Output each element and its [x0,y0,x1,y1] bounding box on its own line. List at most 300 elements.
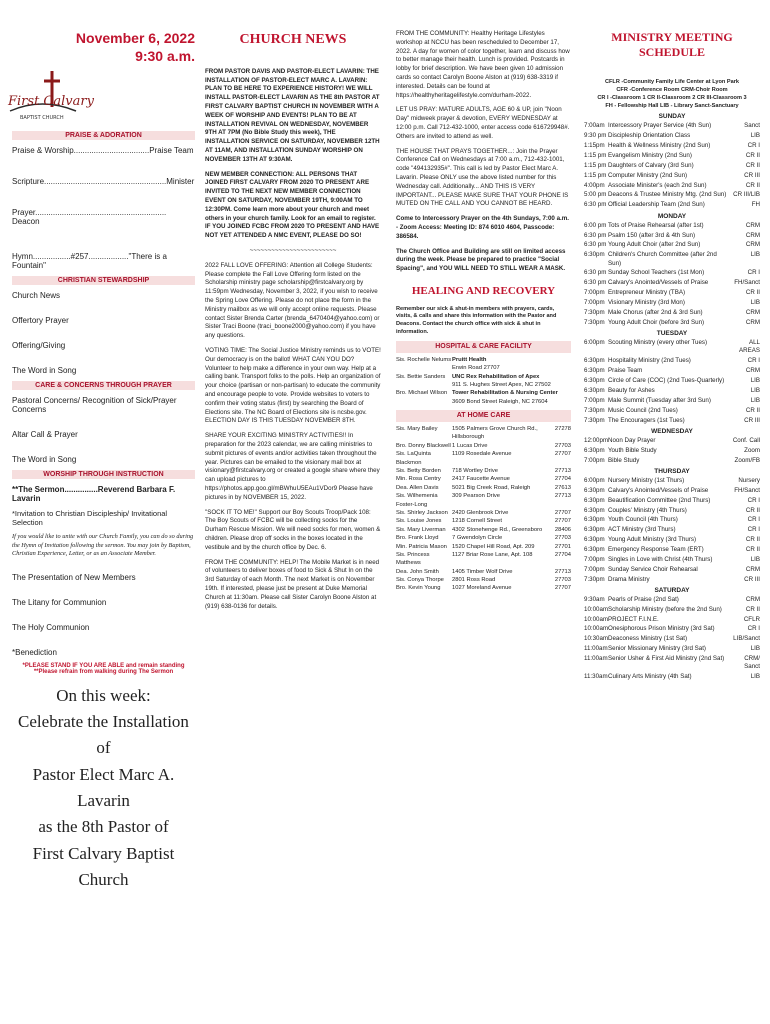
home-care-zip: 27278 [554,426,571,433]
facility-list [396,356,571,406]
schedule-ministry: Bible Study [608,456,640,464]
schedule-row [584,526,760,534]
schedule-room: LIB [750,673,760,681]
facility-spacer [396,398,452,406]
schedule-ministry: Onesiphorous Prison Ministry (3rd Sat) [608,625,715,633]
schedule-ministry: Youth Council (4th Thurs) [608,516,678,524]
schedule-ministry: Music Council (2nd Tues) [608,406,678,414]
home-care-zip: 27707 [554,509,571,516]
schedule-row [584,477,760,485]
schedule-day: TUESDAY [656,330,688,338]
home-care-zip: 27713 [554,568,571,575]
home-care-address: 2801 Ross Road [452,577,496,584]
house-that-prays: THE HOUSE THAT PRAYS TOGETHER...: Join the Prayer Conference Call on Wednesdays at 7:00 a.m., 712-432-1001, code "494132935#". This call is led by Pastor Elect Marc A. Lavarin. Please ONLY use the above listed number for this Wednesday call. Additionally... AND THIS IS VERY IMPORTANT... PLEASE MAKE SURE THAT YOUR PHONE IS MUTED ON THE CALL AND YOU CANNOT BE HEARD. [396,147,569,208]
home-care-address: 309 Pearson Drive [452,493,501,500]
schedule-time: 6:30pm [584,516,605,524]
home-care-row [396,584,571,592]
schedule-row [584,616,760,624]
schedule-ministry: Pearls of Praise (2nd Sat) [608,595,679,603]
schedule-row [584,162,760,170]
facility-member: Sis. Rochelle Nelums [396,356,452,363]
schedule-time: 9:30 pm [584,132,607,140]
schedule-time: 6:30pm [584,357,605,365]
word-in-song-2: The Word in Song [12,455,77,464]
schedule-row [584,289,760,297]
schedule-room: CRM [745,221,760,229]
schedule-ministry: ACT Ministry (3rd Thurs) [608,526,676,534]
schedule-room: CRM/ Sanct [744,655,760,671]
schedule-row [584,339,760,356]
news-voting: VOTING TIME: The Social Justice Ministry reminds us to VOTE! Our democracy is on the ballot! WHAT CAN YOU DO? Volunteer to help make a difference in your own way. Help at a calling bank. Transport folks to the polls. Help an organization of your choice (partisan or non-partisan) to educate the community and encourage people to vote. Provide websites to voters to confirm their voting status (first) by searching the Board of Elections site. The NC Board of Elections site is ncsbe.gov. ELECTION DAY IS THIS TUESDAY NOVEMBER 8TH. [205,346,381,425]
legend-line-3: CR I -Classroom 1 CR II-Classroom 2 CR III-Classroom 3 [597,95,747,102]
schedule-time: 6:30pm [584,486,605,494]
home-care-row [396,425,571,442]
home-care-row [396,517,571,525]
schedule-ministry: Daughters of Calvary (3rd Sun) [608,161,694,169]
schedule-room: CR III [744,575,760,583]
word-in-song-1: The Word in Song [12,366,77,375]
schedule-row [584,299,760,307]
altar-call: Altar Call & Prayer [12,430,78,439]
schedule-time: 6:30 pm [584,269,607,277]
schedule-room: CRM [745,308,760,316]
schedule-room: Nursery [738,476,760,484]
schedule-time: 6:30pm [584,377,605,385]
schedule-room: LIB [750,377,760,385]
facility-spacer [396,364,452,372]
home-care-list [396,425,571,593]
schedule-ministry: Discipleship Orientation Class [608,132,691,140]
schedule-row [584,437,760,445]
schedule-room: FH [751,201,760,209]
schedule-row [584,357,760,365]
home-care-row [396,484,571,492]
home-care-member: Sis. LaQuinta Blackmon [396,451,431,466]
offering-giving: Offering/Giving [12,341,66,350]
schedule-ministry: Beauty for Ashes [608,386,655,394]
schedule-ministry: Calvary's Anointed/Vessels of Praise [608,486,709,494]
schedule-time: 6:30pm [584,367,605,375]
schedule-room: LIB [750,386,760,394]
schedule-row [584,673,760,681]
schedule-ministry: Nursery Ministry (1st Thurs) [608,476,685,484]
schedule-title: MINISTRY MEETING SCHEDULE [611,30,733,59]
schedule-row [584,655,760,672]
schedule-ministry: Scholarship Ministry (before the 2nd Sun) [608,605,722,613]
schedule-room: LIB [750,251,760,259]
schedule-room: CR II [745,545,760,553]
schedule-time: 7:00am [584,122,605,130]
schedule-body [584,113,760,681]
schedule-time: 11:30am [584,673,608,681]
schedule-ministry: Circle of Care (COC) (2nd Tues-Quarterly) [608,377,725,385]
schedule-time: 7:00pm [584,396,605,404]
home-care-zip: 27613 [554,484,571,491]
home-care-member: Min. Rosa Centry [396,476,441,483]
home-care-member: Sis. Shirley Jackson [396,509,448,516]
schedule-room: LIB/Sanct [733,635,760,643]
schedule-row [584,152,760,160]
home-care-address: 7 Gwendolyn Circle [452,535,503,542]
schedule-time: 7:00pm [584,555,605,563]
schedule-room: CRM [745,595,760,603]
home-care-zip: 27701 [554,543,571,550]
schedule-ministry: Culinary Arts Ministry (4th Sat) [608,673,692,681]
church-office-access: The Church Office and Building are still on limited access during the week. Please be prepared to practice "Social Spacing", and YOU WILL NEED TO STILL WEAR A MASK. [396,247,566,273]
schedule-ministry: Scouting Ministry (every other Tues) [608,339,708,347]
home-care-zip: 27707 [554,451,571,458]
schedule-row [584,576,760,584]
schedule-room: Zoom/FB [734,456,760,464]
home-care-address: 5021 Big Creek Road, Raleigh [452,484,531,491]
schedule-room: CR II [745,152,760,160]
schedule-row [584,279,760,287]
schedule-time: 10:30am [584,635,609,643]
schedule-room: CR II [745,605,760,613]
schedule-room: Zoom [744,446,760,454]
schedule-room: LIB [750,299,760,307]
facility-address-row [396,398,571,406]
schedule-row [584,201,760,209]
schedule-row [584,251,760,268]
home-care-member: Bro. Frank Lloyd [396,535,439,542]
facility-address-row [396,364,571,372]
schedule-row [584,182,760,190]
facility-address: 3609 Bond Street Raleigh, NC 27604 [452,398,548,405]
schedule-time: 6:30 pm [584,241,607,249]
home-care-member: Dea. John Smith [396,568,439,575]
church-news [205,30,381,617]
prayer: Prayer........................................................... Deacon [12,208,167,226]
walk-note: **Please refrain from walking during The Sermon [33,668,174,675]
schedule-room: FH/Sanct [734,486,760,494]
home-care-row [396,551,571,568]
sermon: **The Sermon...............Reverend Barbara F. Lavarin [12,485,176,503]
home-care-zip: 27703 [554,577,571,584]
order-of-worship [8,30,195,893]
schedule-row [584,536,760,544]
schedule-ministry: Youth Bible Study [608,446,657,454]
schedule-time: 6:00pm [584,339,605,347]
home-care-zip: 27713 [554,493,571,500]
section-stewardship: CHRISTIAN STEWARDSHIP [12,276,195,285]
schedule-ministry: Entrepreneur Ministry (TBA) [608,289,686,297]
schedule-ministry: The Encouragers (1st Tues) [608,416,685,424]
home-care-zip: 27704 [554,551,571,558]
schedule-time: 6:30pm [584,545,605,553]
home-care-address: 1520 Chapel Hill Road, Apt. 209 [452,543,535,550]
schedule-ministry: Emergency Response Team (ERT) [608,545,704,553]
legend-line-4: FH - Fellowship Hall LIB - Library Sanct-Sanctuary [605,103,739,110]
schedule-time: 6:30pm [584,251,605,259]
schedule-room: CR I [747,496,760,504]
schedule-room: CR I [747,625,760,633]
schedule-ministry: Associate Minister's (each 2nd Sun) [608,181,707,189]
schedule-row [584,507,760,515]
schedule-row [584,497,760,505]
home-care-address: 1 Lucas Drive [452,442,488,449]
schedule-time: 6:30 pm [584,201,607,209]
home-care-member: Min. Patricia Mason [396,543,447,550]
schedule-time: 6:30pm [584,496,605,504]
legend-line-2: CFR -Conference Room CRM-Choir Room [616,87,728,94]
this-week-block [12,683,195,894]
schedule-room: CR I [747,269,760,277]
home-care-row [396,534,571,542]
schedule-room: CR II [745,181,760,189]
schedule-ministry: Young Adult Choir (after 2nd Sun) [608,241,701,249]
schedule-ministry: Visionary Ministry (3rd Mon) [608,299,685,307]
facility-spacer [396,381,452,389]
schedule-room: ALL AREAS [739,339,760,355]
home-care-row [396,442,571,450]
schedule-time: 7:30pm [584,575,605,583]
schedule-ministry: Male Chorus (after 2nd & 3rd Sun) [608,308,703,316]
this-week-line-1: On this week: [56,685,151,705]
schedule-ministry: Noon Day Prayer [608,436,656,444]
home-care-address: 2420 Glenbrook Drive [452,509,509,516]
schedule-ministry: Male Summit (Tuesday after 3rd Sun) [608,396,711,404]
this-week-line-5: First Calvary Baptist Church [32,843,175,889]
schedule-row [584,457,760,465]
schedule-ministry: Senior Usher & First Aid Ministry (2nd Sat) [608,655,725,663]
home-care-member: Sis. Princess Matthews [396,551,430,567]
schedule-day: THURSDAY [654,467,690,475]
schedule-ministry: Beautification Committee (2nd Thurs) [608,496,711,504]
schedule-row [584,635,760,643]
home-care-address: 1405 Timber Wolf Drive [452,568,513,575]
schedule-time: 10:00am [584,615,609,623]
home-care-member: Dea. Allen Davis [396,484,439,491]
schedule-ministry: Praise Team [608,367,643,375]
let-us-pray: LET US PRAY: MATURE ADULTS, AGE 60 & UP, join "Noon Day" midweek prayer & devotion, EVERY WEDNESDAY at 12:00 p.m. Call 712-432-1000, enter access code 616729948#. Others are invited to attend as well. [396,106,570,140]
home-care-address: 1109 Rosedale Avenue [452,451,512,458]
news-ministry-activities: SHARE YOUR EXCITING MINISTRY ACTIVITIES!! In preparation for the 2023 calendar, we are calling ministries to submit pictures of events and/or activities taken throughout the year. Pictures can be emailed to the visionary mail box at visionary@firstcalvary.org or created a google share where they can upload pictures to https://photos.app.goo.gl/mBWhuU5EAu1VDor9 Please have pictures in by NOVEMBER 15, 2022. [205,432,380,501]
schedule-room: CR I [747,142,760,150]
scripture: Scripture.......................................................Minister [12,177,195,186]
logo-mark-icon [6,67,94,125]
schedule-room: FH/Sanct [734,279,760,287]
community-workshop: FROM THE COMMUNITY: Healthy Heritage Lifestyles workshop at NCCU has been rescheduled to December 17, 2022. A day for women of color together, learn and discuss how to better manage their health. Lunch is provided. Postcards in lobby for brief description. We have been given 10 admission cards so contact Carolyn Boone Alston at (919) 638-3319 if interested. Details can be found at https://healthyheritagelifestyle.com/durham-2022. [396,30,570,99]
this-week-line-4: as the 8th Pastor of [38,817,169,837]
schedule-room: Conf. Call [732,436,760,444]
home-care-member: Sis. Mary Bailey [396,426,438,433]
schedule-ministry: Tots of Praise Rehearsal (after 1st) [608,221,704,229]
home-care-zip: 27713 [554,468,571,475]
schedule-ministry: Young Adult Choir (before 3rd Sun) [608,318,705,326]
schedule-ministry: Deacons & Trustee Ministry Mtg. (2nd Sun) [608,191,727,199]
schedule-room: LIB [750,555,760,563]
schedule-row [584,407,760,415]
schedule-ministry: Deaconess Ministry (1st Sat) [608,635,688,643]
schedule-time: 5:00 pm [584,191,607,199]
news-mobile-market: FROM THE COMMUNITY: HELP! The Mobile Market is in need of volunteers to deliver boxes of food to Sick & Shut In on the 3rd Saturday of each Month. The next Market is on November 19th. If interested, please just be present at Duke Memorial Church at 11:30am. Please call Sister Carolyn Boone Alston at (919) 638-0136 for details. [205,558,380,610]
invitation-note: If you would like to unite with our Church Family, you can do so during the Hymn of Invitation following the sermon. You may join by Baptism, Christian Experience, Letter, or as an Associate Member. [12,533,194,557]
schedule-row [584,606,760,614]
schedule-time: 7:30pm [584,406,605,414]
section-praise: PRAISE & ADORATION [12,131,195,140]
facility-address-row [396,381,571,389]
home-care-zip: 27707 [554,585,571,592]
schedule-time: 6:30pm [584,386,605,394]
this-week-line-2: Celebrate the Installation of [18,711,189,758]
facility-row [396,356,571,364]
church-news-title: CHURCH NEWS [239,32,347,47]
facility-address: Erwin Road 27707 [452,365,500,372]
invitation: *Invitation to Christian Discipleship/ Invitational Selection [12,509,168,527]
schedule-time: 6:30pm [584,526,605,534]
home-care-address: 1127 Briar Rose Lane, Apt. 108 [452,551,533,558]
home-care-row [396,475,571,483]
schedule-room: CR I [747,526,760,534]
schedule-time: 1:15 pm [584,152,607,160]
schedule-row [584,625,760,633]
home-care-address: 1218 Cornell Street [452,518,502,525]
schedule-room: CR II [745,161,760,169]
home-care-band: AT HOME CARE [396,410,571,422]
schedule-time: 6:30 pm [584,279,607,287]
schedule-room: Sanct [744,122,760,130]
facility-row [396,373,571,381]
praise-worship: Praise & Worship..................................Praise Team [12,146,194,155]
schedule-row [584,566,760,574]
schedule-row [584,447,760,455]
hospital-band: HOSPITAL & CARE FACILITY [396,341,571,353]
schedule-room: CRM [745,565,760,573]
section-care: CARE & CONCERNS THROUGH PRAYER [12,381,195,390]
schedule-room: CR III [744,171,760,179]
home-care-row [396,526,571,534]
schedule-time: 7:00pm [584,289,605,297]
schedule-ministry: Calvary's Anointed/Vessels of Praise [608,279,709,287]
schedule-ministry: Young Adult Ministry (3rd Thurs) [608,536,697,544]
schedule-room: CRM [745,231,760,239]
schedule-row [584,232,760,240]
home-care-row [396,509,571,517]
schedule-time: 6:30pm [584,536,605,544]
schedule-ministry: Sunday School Teachers (1st Mon) [608,269,705,277]
schedule-time: 6:00 pm [584,221,607,229]
schedule-row [584,222,760,230]
litany: The Litany for Communion [12,597,107,607]
schedule-room: LIB [750,645,760,653]
home-care-address: 718 Wortley Drive [452,468,498,475]
schedule-time: 6:00pm [584,476,605,484]
home-care-address: 4302 Stonehenge Rd., Greensboro [452,526,543,533]
schedule-ministry: Computer Ministry (2nd Sun) [608,171,688,179]
home-care-member: Sis. Conya Thorpe [396,577,444,584]
facility-member: Bro. Michael Wilson [396,390,448,397]
news-love-offering: 2022 FALL LOVE OFFERING: Attention all College Students: Please complete the Fall Love Offering form listed on the Scholarship ministry page scholarship@firstcalvary.org by 11:59pm Wednesday, November 3, 2022, if you wish to receive the Spring Love Offering. Please do not place the form in the Ministry mailbox as we will only accept online requests. Please contact Sister Brenda Carter (brenda_6470404@yahoo.com) or Sister Traci Boone (traci_boone2000@yahoo.com) if you have any questions. [205,261,380,340]
svg-text:BAPTIST CHURCH: BAPTIST CHURCH [20,115,64,121]
schedule-room: CRM [745,318,760,326]
schedule-ministry: Evangelism Ministry (2nd Sun) [608,152,692,160]
schedule-ministry: Children's Church Committee (after 2nd Sun) [608,251,717,267]
home-care-member: Sis. Wilhemenia Foster-Long [396,493,438,508]
schedule-room: CR I [747,516,760,524]
schedule-row [584,645,760,653]
home-care-zip: 27707 [554,518,571,525]
schedule-ministry: Official Leadership Team (2nd Sun) [608,201,705,209]
schedule-time: 12:00pm [584,436,609,444]
schedule-ministry: Intercessory Prayer Service (4th Sun) [608,122,712,130]
schedule-row [584,309,760,317]
home-care-member: Sis. Louise Jones [396,518,442,525]
schedule-time: 6:30pm [584,446,605,454]
schedule-row [584,487,760,495]
intercessory-prayer: Come to Intercessory Prayer on the 4th Sundays, 7:00 a.m. - Zoom Access: Meeting ID: 874 6010 4604, Passcode: 386584. [396,215,569,240]
facility-member: Sis. Bettie Sanders [396,373,446,380]
schedule-room: CR II [745,289,760,297]
schedule-room: CFLR [743,615,760,623]
schedule-room: CR II [745,506,760,514]
home-care-row [396,543,571,551]
news-sock-drive: "SOCK IT TO ME!" Support our Boy Scouts Troop/Pack 108: The Boy Scouts of FCBC will be collecting socks for the Durham Rescue Mission. We will need socks for men, women & children. Please drop off socks in the boxes located in the vestibule and by the church office by Dec. 6. [205,508,381,551]
ministry-schedule [584,30,760,683]
schedule-time: 7:00pm [584,565,605,573]
home-care-row [396,467,571,475]
schedule-time: 7:30pm [584,308,605,316]
schedule-time: 6:30 pm [584,231,607,239]
svg-text:First Calvary: First Calvary [8,94,94,109]
schedule-row [584,387,760,395]
schedule-ministry: Health & Wellness Ministry (2nd Sun) [608,142,711,150]
home-care-address: 1027 Moreland Avenue [452,585,512,592]
schedule-time: 1:15 pm [584,161,607,169]
schedule-row [584,122,760,130]
home-care-row [396,576,571,584]
schedule-row [584,241,760,249]
healing-note: Remember our sick & shut-in members with prayers, cards, visits, & calls and share this information with the Pastor and Deacons. Contact the church office with sick & shut in information. [396,305,557,336]
home-care-zip: 27703 [554,442,571,449]
healing-title: HEALING AND RECOVERY [411,284,556,297]
schedule-room: CRM [745,367,760,375]
schedule-room: CRM [745,241,760,249]
schedule-row [584,319,760,327]
schedule-time: 7:00pm [584,299,605,307]
schedule-ministry: Drama Ministry [608,575,650,583]
service-date: November 6, 2022 [75,30,195,46]
schedule-day: MONDAY [657,212,687,220]
news-divider: ~~~~~~~~~~~~~~~~~~~~~~~~ [249,247,337,255]
schedule-time: 1:15 pm [584,171,607,179]
home-care-zip: 28406 [554,526,571,533]
schedule-time: 7:30pm [584,318,605,326]
home-care-member: Bro. Kevin Young [396,585,441,592]
schedule-time: 11:00am [584,655,608,663]
home-care-row [396,568,571,576]
news-installation: FROM PASTOR DAVIS AND PASTOR-ELECT LAVARIN: THE INSTALLATION OF PASTOR-ELECT MARC A. LAVARIN: PLAN TO BE HERE TO EXPERIENCE HISTORY! WE WILL INSTALL PASTOR-ELECT LAVARIN AS THE 8th PASTOR AT FIRST CALVARY BAPTIST CHURCH IN NOVEMBER WITH A WEEK OF WORSHIP AND EVENTS! PLAN TO BE AT INSTALLATION REVIVAL ON WEDNESDAY, NOVEMBER 9TH AT 7PM (No Bible Study this week), THE INSTALLATION SERVICE ON SATURDAY, NOVEMBER 12TH AT 11AM, AND INSTALLATION SUNDAY WORSHIP ON NOVEMBER 13TH AT 9:30AM. [205,67,380,163]
schedule-row [584,556,760,564]
home-care-zip: 27704 [554,476,571,483]
facility-place: Pruitt Health [452,356,487,363]
holy-communion: The Holy Communion [12,622,90,632]
home-care-row [396,450,571,467]
schedule-room: CR III/LIB [733,191,760,199]
schedule-ministry: Senior Missionary Ministry (3rd Sat) [608,645,706,653]
stand-note: *PLEASE STAND IF YOU ARE ABLE and remain standing [22,662,185,669]
schedule-row [584,546,760,554]
schedule-time: 10:00am [584,605,609,613]
schedule-time: 7:00pm [584,456,605,464]
section-worship: WORSHIP THROUGH INSTRUCTION [12,470,195,479]
facility-place: UNC Rex Rehabilitation of Apex [452,373,540,380]
schedule-ministry: PROJECT F.I.N.E. [608,615,659,623]
hymn: Hymn.................#257.................."There is a Fountain" [12,252,167,270]
home-care-member: Bro. Donny Blackwell [396,442,451,449]
news-new-member: NEW MEMBER CONNECTION: ALL PERSONS THAT JOINED FIRST CALVARY FROM 2020 TO PRESENT ARE INVITED TO THE NEXT NEW MEMBER CONNECTION EVENT ON SATURDAY, NOVEMBER 19TH, 9:00AM TO 12:30PM. Come learn more about your church and meet others in your church family. Look for an email to register. IF YOU JOINED FCBC FROM 2020 TO PRESENT AND HAVE NOT YET ATTENDED A NMC EVENT, PLEASE DO SO! [205,170,380,240]
schedule-time: 9:30am [584,595,605,603]
